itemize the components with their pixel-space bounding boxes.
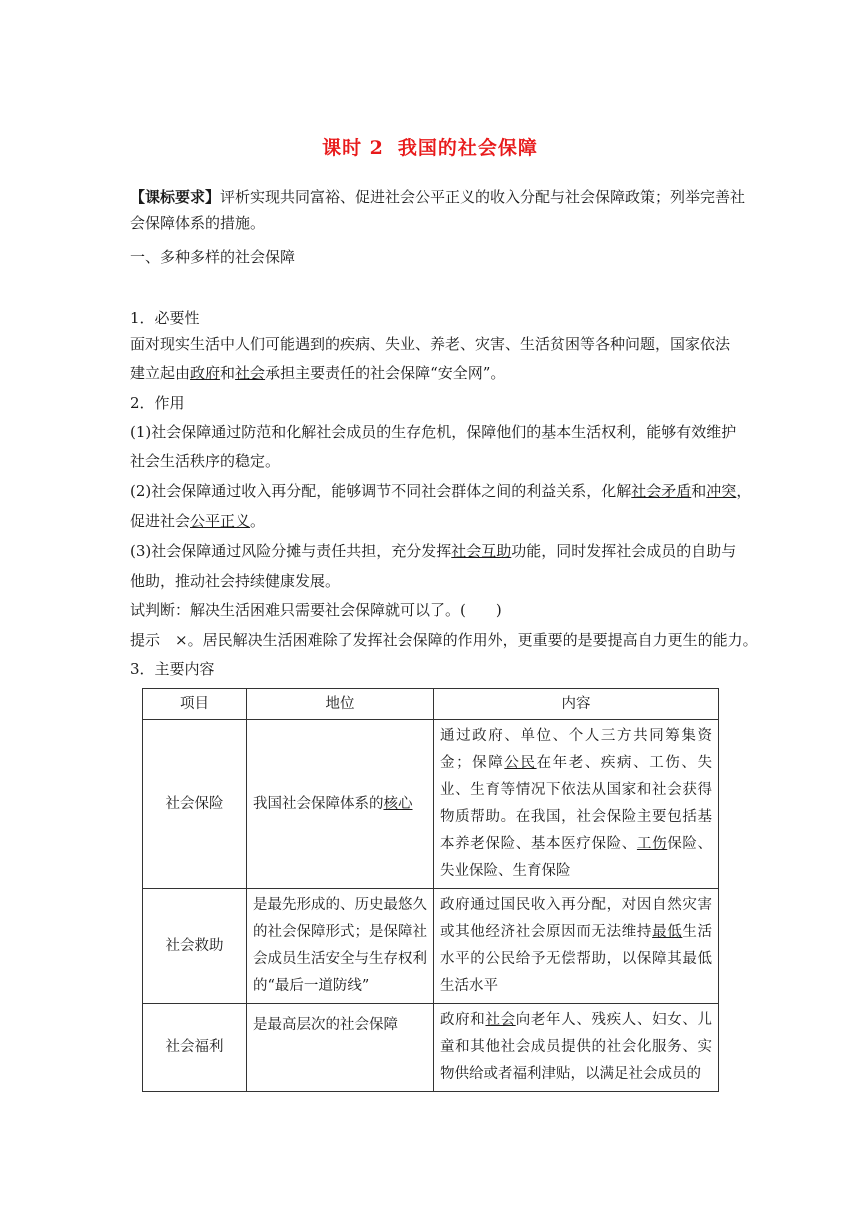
table-row — [143, 889, 719, 1004]
blank-answer: 社会互助 — [451, 542, 512, 560]
row-content: 政府通过国民收入再分配，对因自然灾害或其他经济社会原因而无法维持最低生活水平的公民给予无偿帮助，以保障其最低生活水平 — [434, 889, 719, 1004]
blank-answer: 公平正义 — [190, 512, 251, 530]
table-header-row — [143, 689, 719, 720]
function-line-4: 促进社会公平正义。 — [130, 512, 266, 530]
section-heading: 一、多种多样的社会保障 — [130, 248, 296, 266]
row-position: 我国社会保障体系的核心 — [247, 720, 434, 889]
function-line-2: 社会生活秩序的稳定。 — [130, 452, 281, 470]
page-title — [0, 133, 860, 160]
social-security-table — [142, 688, 719, 1092]
header-item: 项目 — [143, 689, 247, 720]
requirement-line-2: 会保障体系的措施。 — [130, 214, 266, 232]
heading-main-content: 3．主要内容 — [130, 660, 215, 678]
row-name: 社会保险 — [143, 720, 247, 889]
blank-answer: 政府 — [190, 364, 221, 382]
function-line-3: (2)社会保障通过收入再分配，能够调节不同社会群体之间的利益关系，化解社会矛盾和冲突， — [130, 482, 752, 500]
function-line-5: (3)社会保障通过风险分摊与责任共担，充分发挥社会互助功能，同时发挥社会成员的自助与 — [130, 542, 737, 560]
blank-answer: 核心 — [383, 795, 413, 812]
blank-answer: 社会 — [235, 364, 266, 382]
blank-answer: 社会矛盾 — [631, 482, 692, 500]
blank-answer: 最低 — [652, 924, 683, 940]
blank-answer: 冲突 — [706, 482, 737, 500]
blank-answer: 公民 — [504, 755, 537, 771]
lesson-name: 我国的社会保障 — [397, 137, 538, 159]
table-row — [143, 720, 719, 889]
requirement-line-1: 【课标要求】评析实现共同富裕、促进社会公平正义的收入分配与社会保障政策；列举完善社 — [130, 188, 746, 206]
lesson-number: 课时 2 — [322, 137, 384, 159]
quiz-question: 试判断：解决生活困难只需要社会保障就可以了。( ) — [130, 601, 502, 619]
heading-function: 2．作用 — [130, 394, 185, 412]
table-row — [143, 1004, 719, 1092]
row-position: 是最先形成的、历史最悠久的社会保障形式；是保障社会成员生活安全与生存权利的“最后一道防线” — [247, 889, 434, 1004]
header-position: 地位 — [247, 689, 434, 720]
heading-necessity: 1．必要性 — [130, 309, 200, 327]
quiz-answer: 提示 ×。居民解决生活困难除了发挥社会保障的作用外，更重要的是要提高自力更生的能力。 — [130, 631, 758, 649]
header-content: 内容 — [434, 689, 719, 720]
row-content: 通过政府、单位、个人三方共同筹集资金；保障公民在年老、疾病、工伤、失业、生育等情况下依法从国家和社会获得物质帮助。在我国，社会保险主要包括基本养老保险、基本医疗保险、工伤保险、失业保险、生育保险 — [434, 720, 719, 889]
row-content: 政府和社会向老年人、残疾人、妇女、儿童和其他社会成员提供的社会化服务、实物供给或者福利津贴，以满足社会成员的 — [434, 1004, 719, 1092]
function-line-1: (1)社会保障通过防范和化解社会成员的生存危机，保障他们的基本生活权利，能够有效维护 — [130, 423, 737, 441]
blank-answer: 工伤 — [636, 836, 668, 852]
row-position: 是最高层次的社会保障 — [247, 1004, 434, 1092]
blank-answer: 社会 — [485, 1012, 516, 1028]
function-line-6: 他助，推动社会持续健康发展。 — [130, 572, 341, 590]
row-name: 社会福利 — [143, 1004, 247, 1092]
row-name: 社会救助 — [143, 889, 247, 1004]
necessity-line-2: 建立起由政府和社会承担主要责任的社会保障“安全网”。 — [130, 364, 506, 382]
necessity-line-1: 面对现实生活中人们可能遇到的疾病、失业、养老、灾害、生活贫困等各种问题，国家依法 — [130, 335, 731, 353]
requirement-tag: 【课标要求】 — [130, 188, 221, 206]
